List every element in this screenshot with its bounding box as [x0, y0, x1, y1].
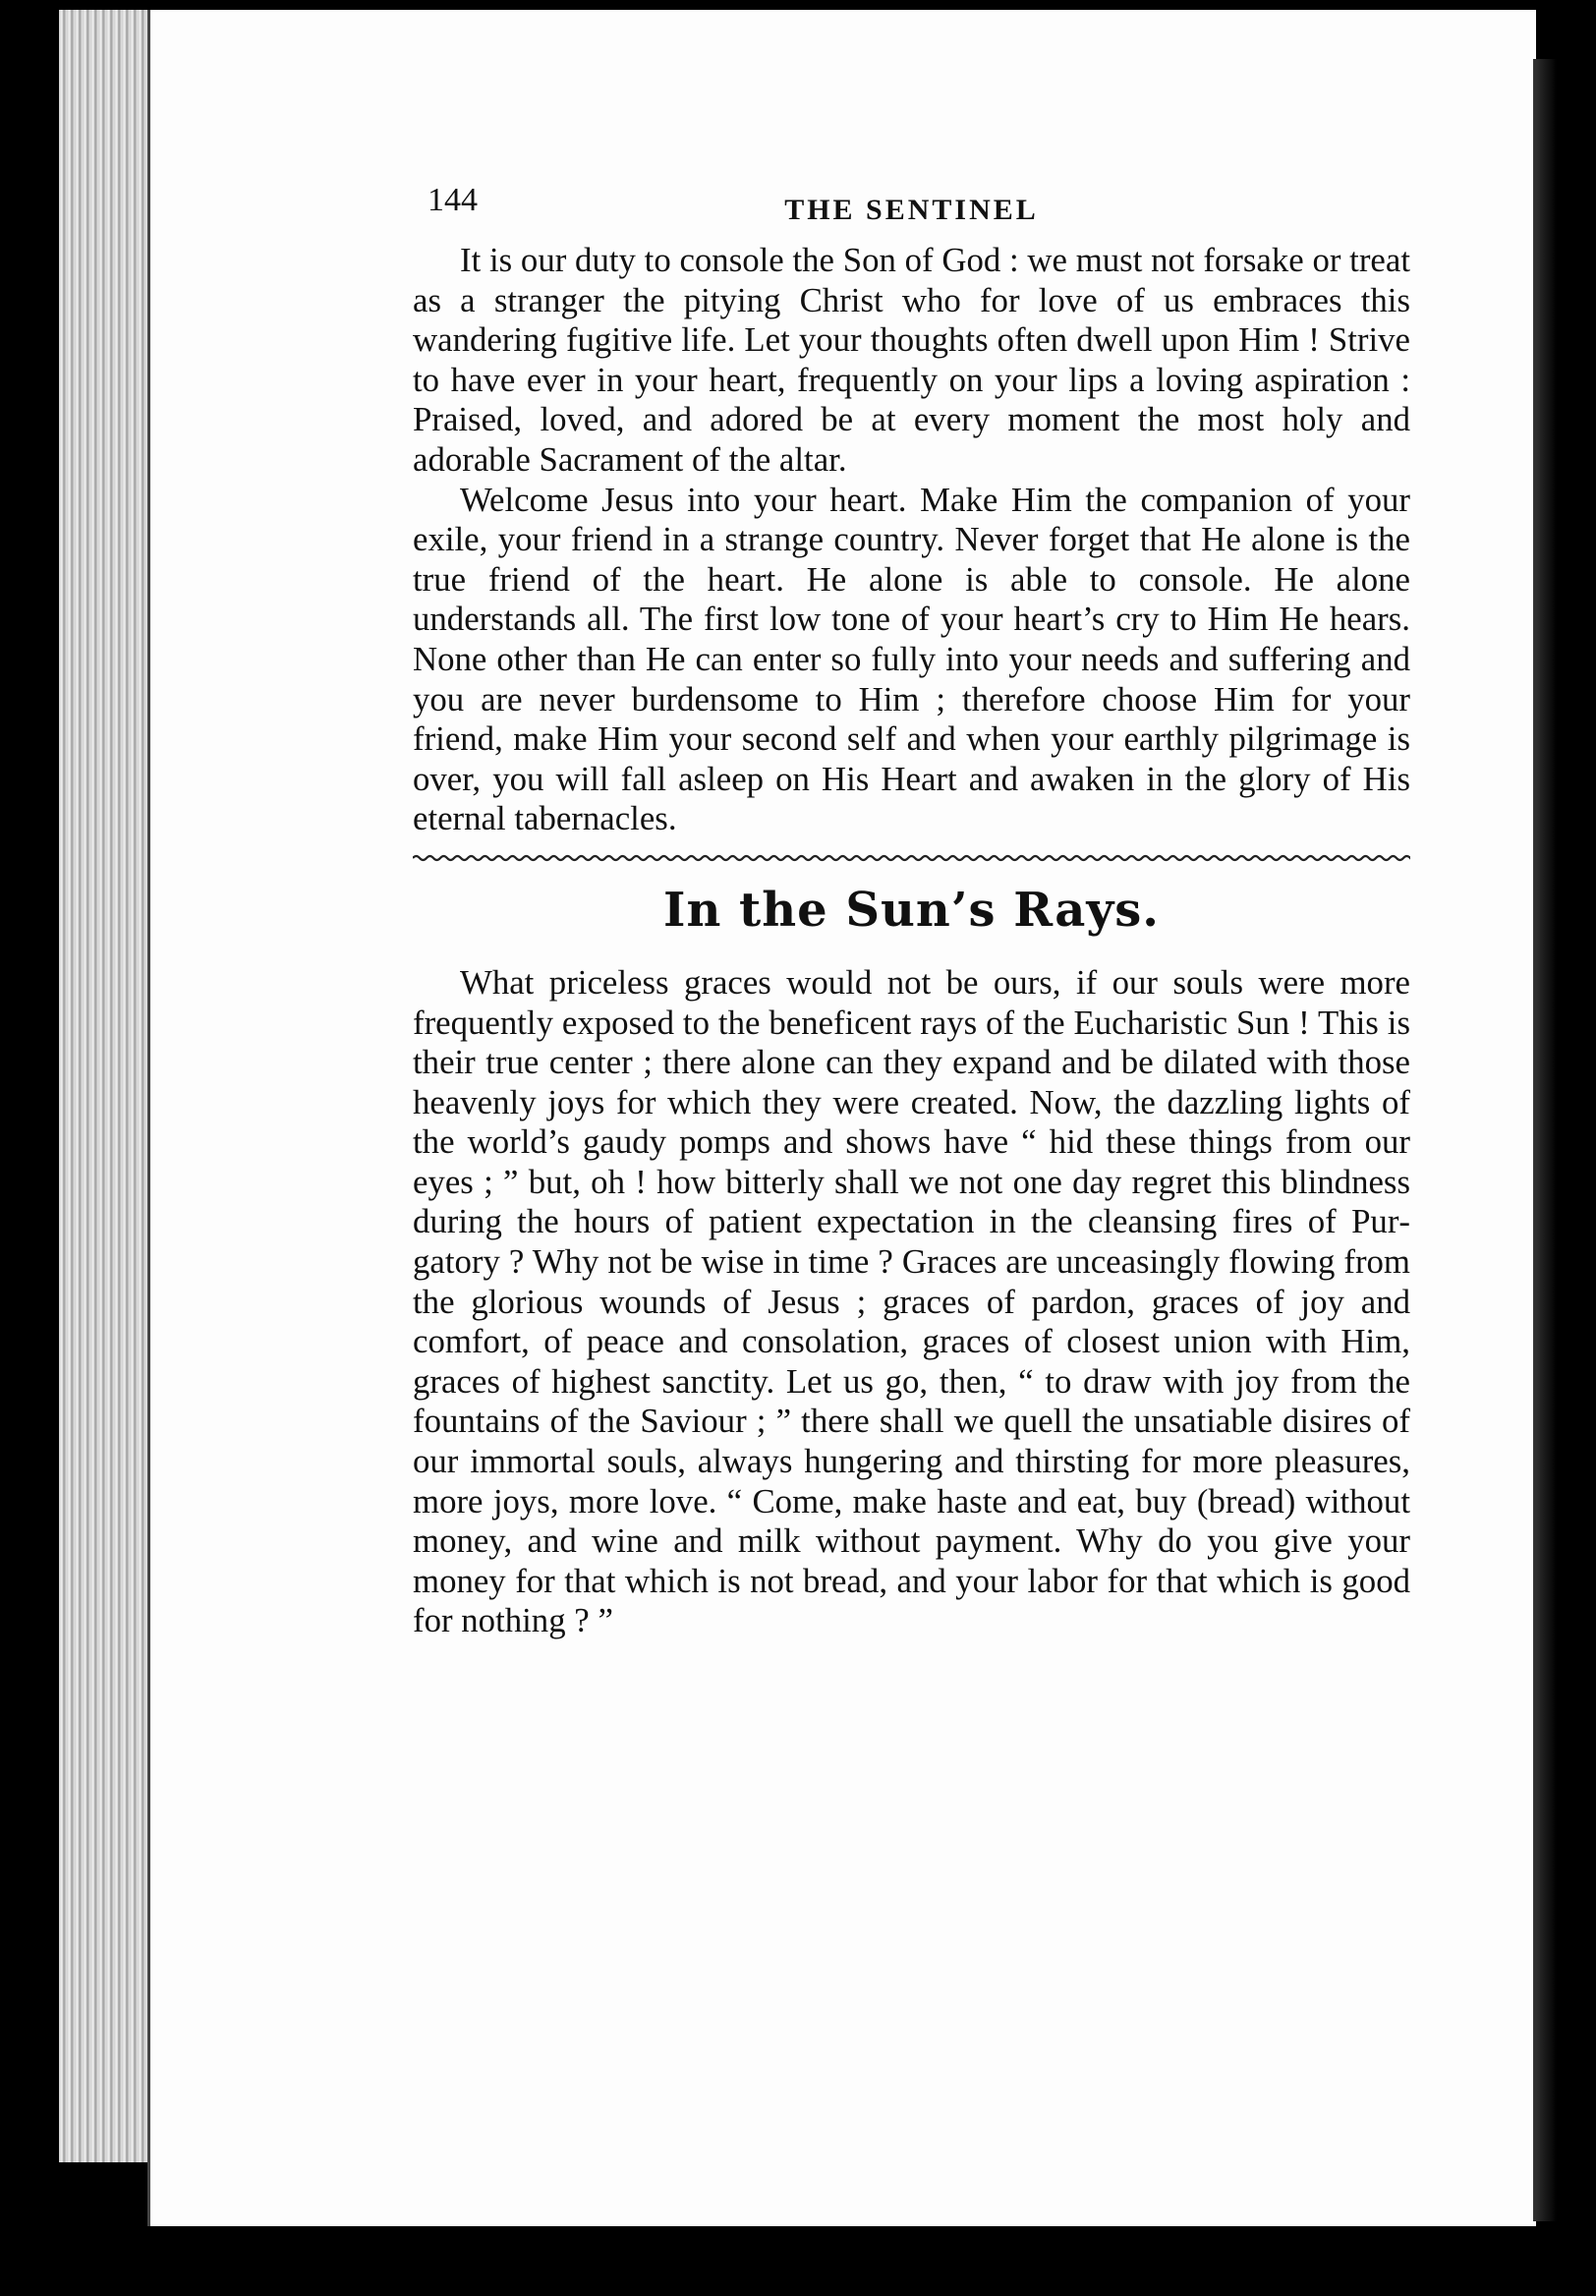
section-paragraph-1: What priceless graces would not be ours, if our souls were more frequently exposed to the beneficent rays of the Eucharistic Sun ! This is their true center ; there alone can they expand and be dilated with those heavenly joys for which they were created. Now, the dazzling lights of the world’s gaudy pomps and shows have “ hid these things from our eyes ; ” but, oh ! how bitterly shall we not one day regret this blindness during the hours of patient expectation in the cleansing fires of Purgatory ? Why not be wise in time ? Graces are unceasingly flowing from the glorious wounds of Jesus ; graces of pardon, graces of joy and comfort, of peace and consolation, graces of closest union with Him, graces of highest sanctity. Let us go, then, “ to draw with joy from the fountains of the Saviour ; ” there shall we quell the unsatiable disires of our immortal souls, always hungering and thirsting for more pleasures, more joys, more love. “ Come, make haste and eat, buy (bread) without money, and wine and milk without payment. Why do you give your money for that which is not bread, and your labor for that which is good for nothing ? ” [413, 962, 1410, 1640]
section-heading: In the Sun’s Rays. [662, 882, 1160, 938]
wavy-divider [413, 847, 1410, 869]
page-content [413, 172, 1410, 1641]
page-gutter-shadow [1533, 59, 1557, 2221]
body-paragraph-2: Welcome Jesus into your heart. Make Him the companion of your exile, your friend in a strange country. Never forget that He alone is the true friend of the heart. He alone is able to console. He alone understands all. The first low tone of your heart’s cry to Him He hears. None other than He can enter so fully into your needs and suffering and you are never burdensome to Him ; therefore choose Him for your friend, make Him your second self and when your earthly pilgrimage is over, you will fall asleep on His Heart and awaken in the glory of His eternal tabernacles. [413, 480, 1410, 838]
page-number: 144 [428, 182, 478, 218]
running-title: THE SENTINEL [784, 194, 1039, 226]
running-head [413, 172, 1410, 241]
wavy-divider-line [413, 847, 1410, 869]
body-paragraph-1: It is our duty to console the Son of God : we must not forsake or treat as a stranger the pitying Christ who for love of us embraces this wandering fugitive life. Let your thoughts often dwell upon Him ! Strive to have ever in your heart, frequently on your lips a loving aspiration : Praised, loved, and adored be at every moment the most holy and adorable Sacrament of the altar. [413, 241, 1410, 479]
